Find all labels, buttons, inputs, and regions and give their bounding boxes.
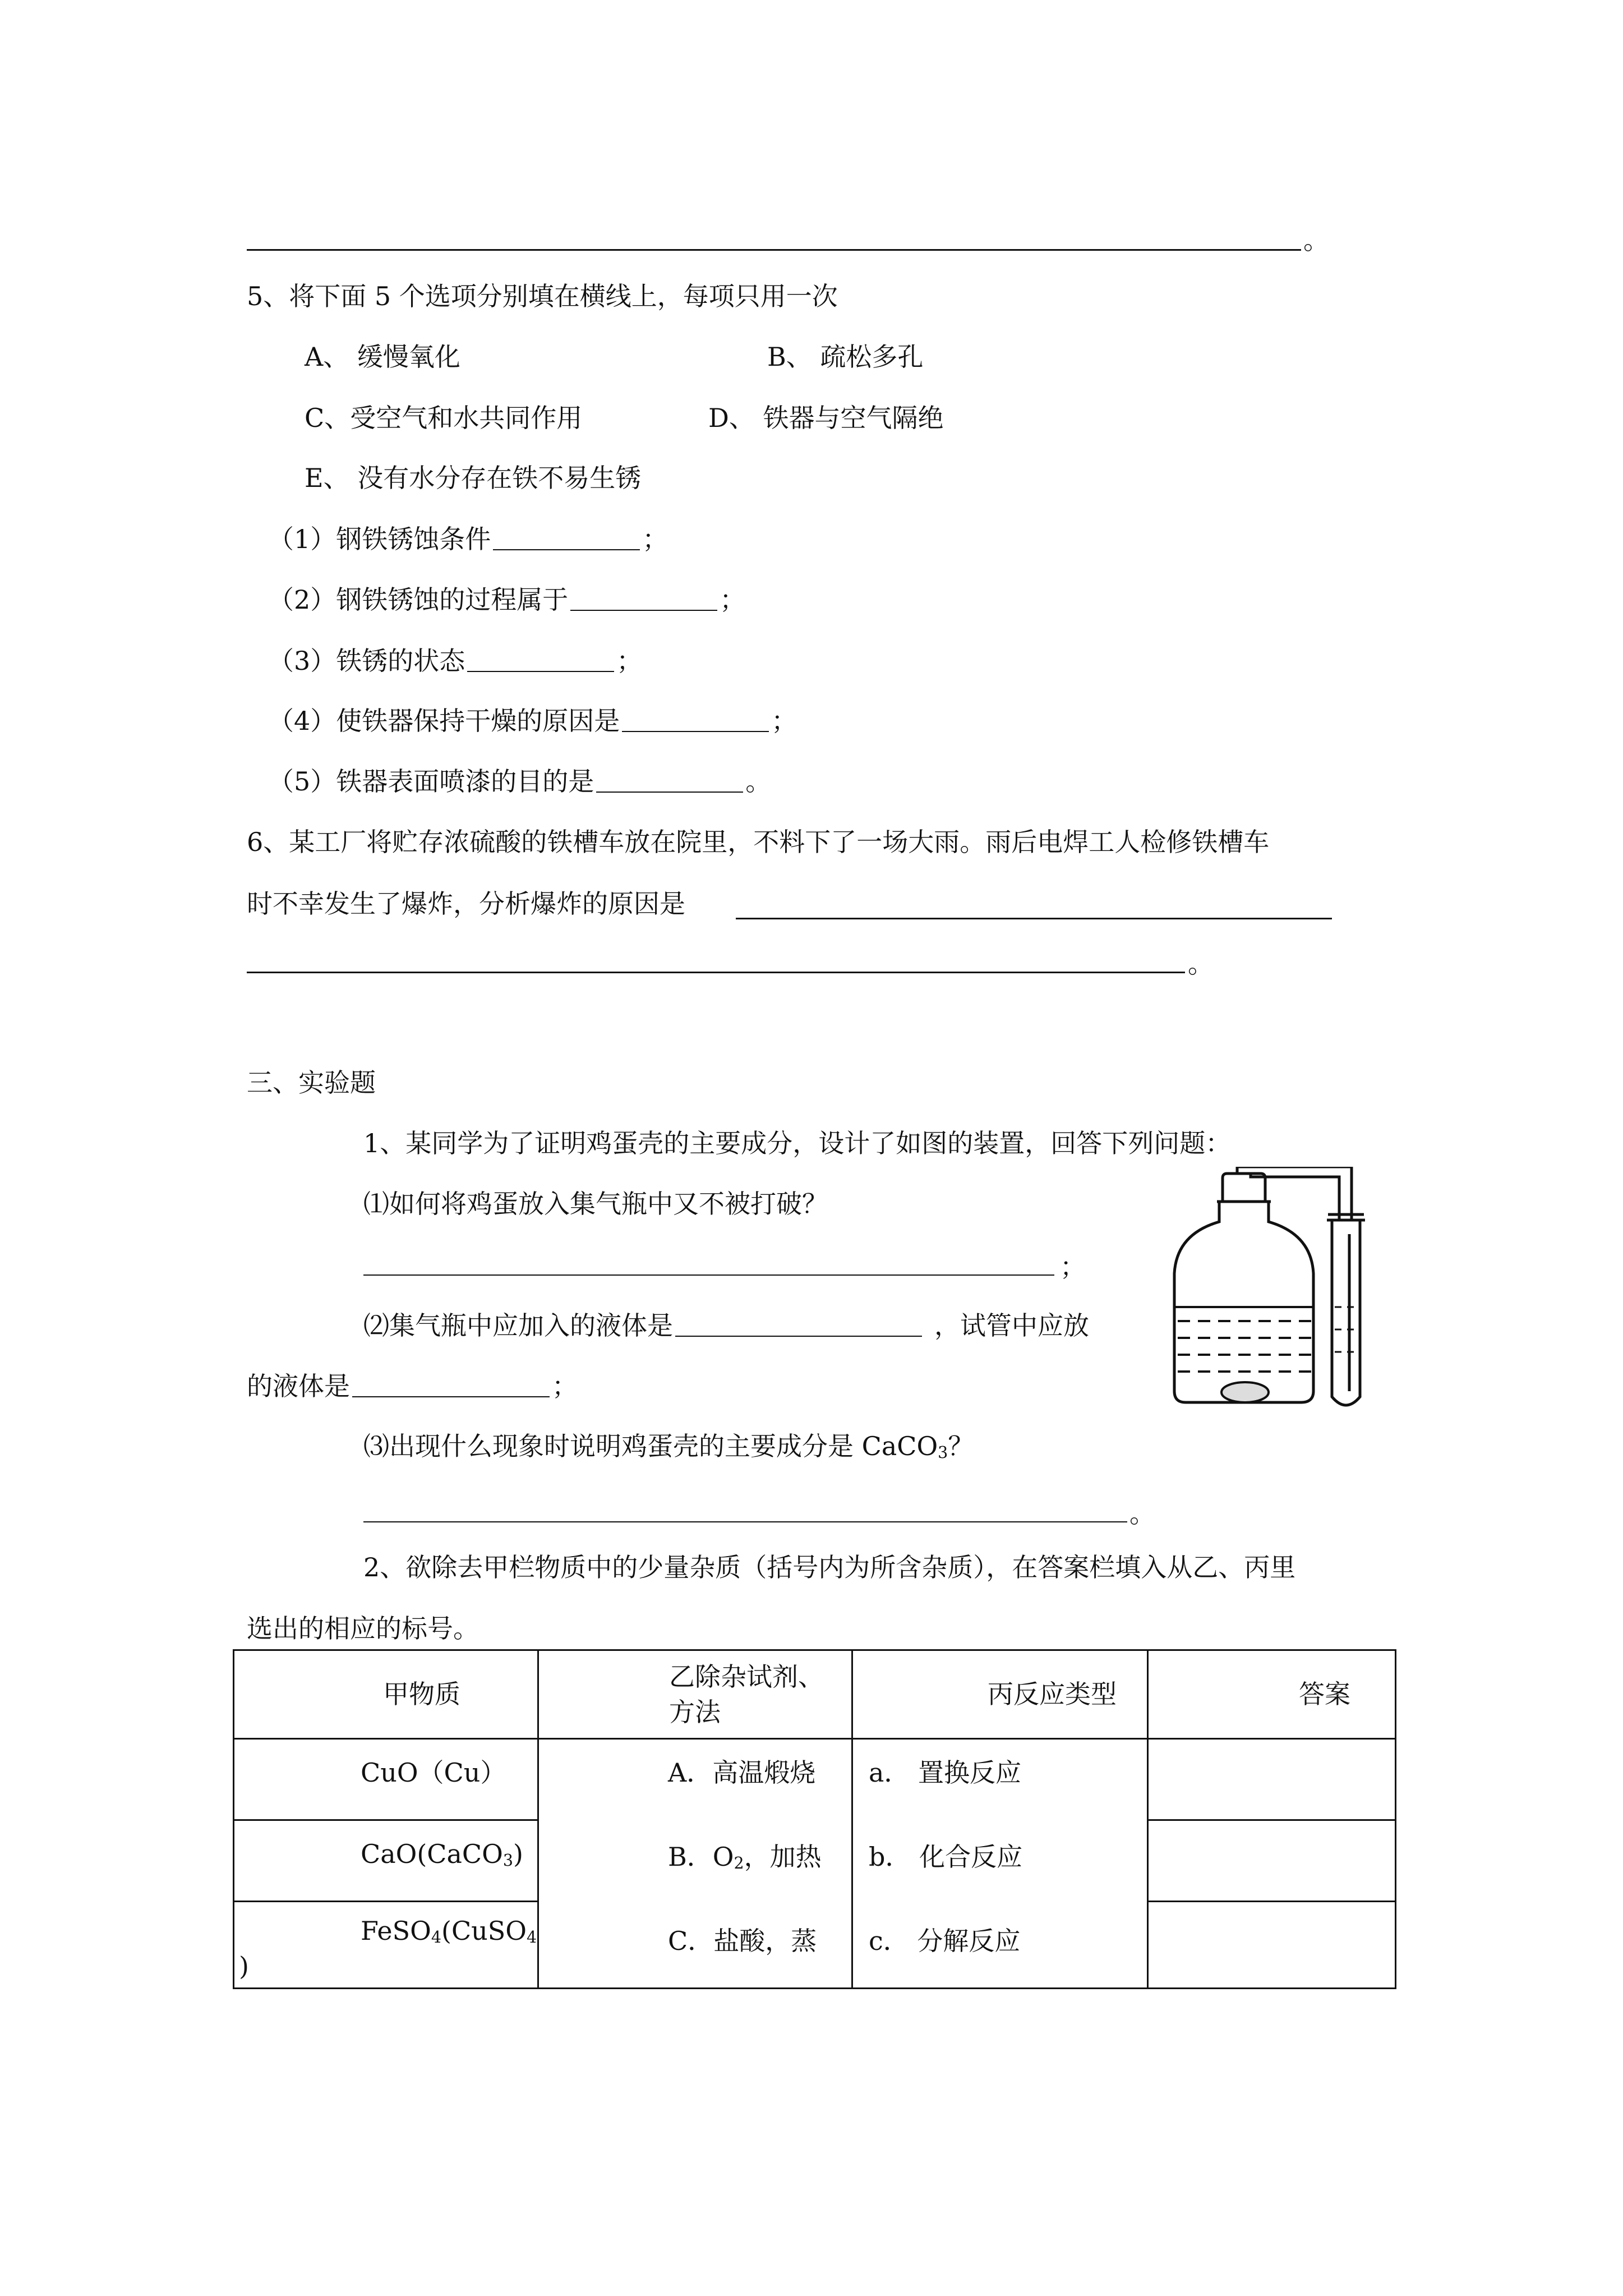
exp1-stem: 1、某同学为了证明鸡蛋壳的主要成分，设计了如图的装置，回答下列问题： bbox=[363, 1128, 1232, 1158]
exp1-part1: ⑴如何将鸡蛋放入集气瓶中又不被打破？ bbox=[363, 1189, 828, 1219]
exp1-part2 bbox=[363, 1310, 1089, 1341]
substance-cao-text: CaO(CaCO bbox=[361, 1839, 503, 1869]
exp1-answer-blank-bottle[interactable] bbox=[675, 1313, 922, 1337]
table-header-cell bbox=[538, 1650, 852, 1739]
substance-feso4-text: FeSO bbox=[361, 1916, 431, 1946]
q5-answer-blank-4[interactable] bbox=[622, 708, 769, 732]
q5-item-1 bbox=[268, 526, 668, 552]
q5-option-b: B、 疏松多孔 bbox=[767, 342, 924, 372]
test-tube bbox=[1332, 1220, 1360, 1405]
table-header-cell bbox=[852, 1650, 1148, 1739]
q5-item-end: 。 bbox=[745, 766, 772, 797]
substance-cao bbox=[234, 1821, 537, 1872]
q5-option-e: E、 没有水分存在铁不易生锈 bbox=[305, 463, 642, 493]
exp1-end-3: 。 bbox=[1129, 1498, 1155, 1529]
substance-feso4-sub: 4 bbox=[431, 1928, 442, 1947]
answer-cell-3[interactable] bbox=[1148, 1902, 1396, 1989]
reagent-a: A．高温煅烧 bbox=[668, 1757, 816, 1788]
exp1-part2-end: ； bbox=[552, 1371, 578, 1401]
exp1-answer-line-1[interactable] bbox=[363, 1274, 1054, 1276]
exp1-part2-text-c: 的液体是 bbox=[247, 1371, 350, 1401]
reaction-b: b． 化合反应 bbox=[869, 1842, 1023, 1872]
substance-cao-sub: 3 bbox=[502, 1851, 513, 1870]
q5-answer-blank-1[interactable] bbox=[493, 527, 640, 550]
reagent-c: C．盐酸，蒸 bbox=[668, 1926, 817, 1956]
exp1-end-1: ； bbox=[1060, 1251, 1086, 1282]
exp1-part3-sub: 3 bbox=[938, 1443, 948, 1462]
exp1-part2-text: ⑵集气瓶中应加入的液体是 bbox=[363, 1310, 673, 1341]
table-header-cell bbox=[1148, 1650, 1396, 1739]
exp1-part2-cont bbox=[247, 1373, 578, 1399]
exp1-part2-text-b: ，试管中应放 bbox=[934, 1310, 1089, 1341]
header-reagent-1: 乙除杂试剂、 bbox=[669, 1662, 824, 1692]
section-title: 三、实验题 bbox=[247, 1068, 376, 1098]
substance-cao-post: ) bbox=[513, 1839, 523, 1869]
table-cell-reaction-types bbox=[852, 1739, 1148, 1989]
q5-item-label: （4）使铁器保持干燥的原因是 bbox=[268, 706, 620, 736]
substance-cuo: CuO（Cu） bbox=[361, 1757, 506, 1788]
q5-item-label: （2）钢铁锈蚀的过程属于 bbox=[268, 585, 569, 615]
apparatus-diagram bbox=[1161, 1167, 1396, 1414]
reagent-b-post: ，加热 bbox=[744, 1842, 822, 1872]
reagent-b bbox=[539, 1839, 851, 1924]
q5-option-c: C、受空气和水共同作用 bbox=[305, 403, 583, 433]
q5-item-2 bbox=[268, 587, 745, 613]
table-cell-substance bbox=[234, 1902, 538, 1989]
table-cell-substance bbox=[234, 1820, 538, 1902]
q6-end-mark: 。 bbox=[1188, 949, 1214, 979]
reaction-a: a． 置换反应 bbox=[869, 1757, 1022, 1788]
table-cell-reagents bbox=[538, 1739, 852, 1989]
q5-stem: 5、将下面 5 个选项分别填在横线上，每项只用一次 bbox=[247, 281, 838, 311]
exp2-line-1: 2、欲除去甲栏物质中的少量杂质（括号内为所含杂质），在答案栏填入从乙、丙里 bbox=[363, 1552, 1296, 1582]
header-reagent-2: 方法 bbox=[669, 1696, 721, 1727]
exp1-answer-blank-tube[interactable] bbox=[352, 1374, 550, 1397]
q5-item-5 bbox=[268, 766, 772, 797]
q5-item-3 bbox=[268, 648, 642, 674]
q5-item-end: ； bbox=[771, 706, 797, 736]
reagent-b-text: B．O bbox=[668, 1842, 734, 1872]
top-end-mark: 。 bbox=[1303, 225, 1329, 255]
substance-feso4-mid: (CuSO bbox=[441, 1916, 527, 1946]
q5-item-4 bbox=[268, 708, 797, 734]
q6-answer-line-1[interactable] bbox=[736, 918, 1332, 919]
q5-answer-blank-3[interactable] bbox=[467, 648, 614, 672]
q6-line-1: 6、某工厂将贮存浓硫酸的铁槽车放在院里，不料下了一场大雨。雨后电焊工人检修铁槽车 bbox=[247, 827, 1270, 857]
q5-answer-blank-2[interactable] bbox=[570, 587, 717, 611]
exp1-part3-text: ⑶出现什么现象时说明鸡蛋壳的主要成分是 CaCO bbox=[363, 1431, 938, 1461]
exp1-part3 bbox=[363, 1433, 974, 1461]
q5-option-d: D、 铁器与空气隔绝 bbox=[708, 403, 944, 433]
table-cell-substance bbox=[234, 1739, 538, 1820]
reaction-c: c． 分解反应 bbox=[869, 1926, 1021, 1956]
q5-answer-blank-5[interactable] bbox=[596, 769, 743, 793]
q5-option-a: A、 缓慢氧化 bbox=[305, 342, 460, 372]
q5-item-end: ； bbox=[616, 646, 643, 676]
answer-cell-2[interactable] bbox=[1148, 1820, 1396, 1902]
q6-line-2: 时不幸发生了爆炸，分析爆炸的原因是 bbox=[247, 889, 685, 919]
header-substance: 甲物质 bbox=[383, 1679, 460, 1710]
exp1-part3-q: ？ bbox=[948, 1431, 974, 1461]
answer-line-top[interactable] bbox=[247, 249, 1301, 251]
q5-item-end: ； bbox=[642, 524, 668, 554]
answer-cell-1[interactable] bbox=[1148, 1739, 1396, 1820]
substance-feso4 bbox=[234, 1902, 537, 1949]
substance-feso4-sub2: 4 bbox=[527, 1928, 537, 1947]
q5-item-end: ； bbox=[720, 585, 746, 615]
q5-item-label: （3）铁锈的状态 bbox=[268, 646, 465, 676]
reagent-b-sub: 2 bbox=[734, 1854, 744, 1873]
exp1-answer-line-3[interactable] bbox=[363, 1521, 1127, 1522]
header-answer: 答案 bbox=[1299, 1679, 1350, 1710]
substance-feso4-wrap: ) bbox=[239, 1950, 249, 1981]
table-header-cell bbox=[234, 1650, 538, 1739]
exp2-line-2: 选出的相应的标号。 bbox=[247, 1613, 479, 1644]
header-reaction-type: 丙反应类型 bbox=[988, 1679, 1117, 1710]
q6-answer-line-2[interactable] bbox=[247, 972, 1185, 973]
impurity-table bbox=[233, 1649, 1396, 1989]
egg-shell bbox=[1221, 1382, 1269, 1402]
q5-item-label: （1）钢铁锈蚀条件 bbox=[268, 524, 491, 554]
q5-item-label: （5）铁器表面喷漆的目的是 bbox=[268, 766, 594, 797]
